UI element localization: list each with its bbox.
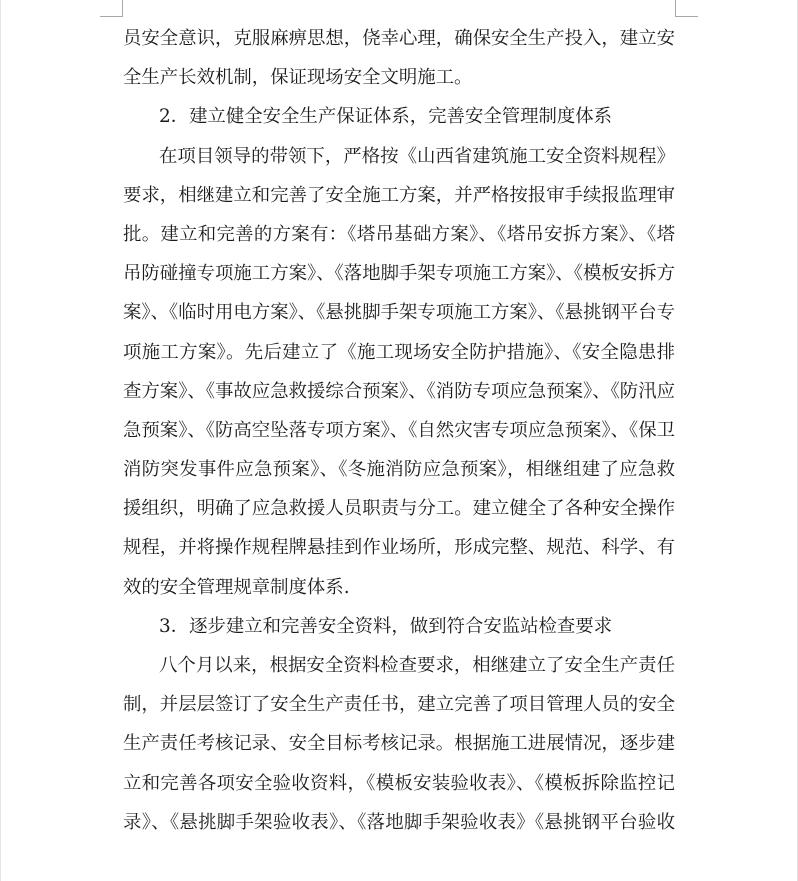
text-line: 制，并层层签订了安全生产责任书，建立完善了项目管理人员的安全 [123,694,675,716]
text-line: 消防突发事件应急预案》、《冬施消防应急预案》，相继组建了应急救 [123,459,675,481]
text-line: 批。建立和完善的方案有：《塔吊基础方案》、《塔吊安拆方案》、《塔 [123,223,675,245]
document-body [123,19,675,842]
text-line: 录》、《悬挑脚手架验收表》、《落地脚手架验收表》《悬挑钢平台验收 [123,811,675,833]
text-line: 规程，并将操作规程牌悬挂到作业场所，形成完整、规范、科学、有 [123,537,675,559]
margin-corner-mark-right [675,0,698,17]
text-line: 吊防碰撞专项施工方案》、《落地脚手架专项施工方案》、《模板安拆方 [123,263,675,285]
margin-corner-mark-left [100,0,123,17]
text-line: 查方案》、《事故应急救援综合预案》、《消防专项应急预案》、《防汛应 [123,380,675,402]
section-heading-3: 3．逐步建立和完善安全资料，做到符合安监站检查要求 [159,615,613,637]
text-line: 急预案》、《防高空坠落专项方案》、《自然灾害专项应急预案》、《保卫 [123,419,675,441]
section-heading-2: 2．建立健全安全生产保证体系，完善安全管理制度体系 [159,106,613,128]
text-line: 全生产长效机制，保证现场安全文明施工。 [123,67,473,89]
text-line: 生产责任考核记录、安全目标考核记录。根据施工进展情况，逐步建 [123,733,675,755]
text-line: 员安全意识，克服麻痹思想，侥幸心理，确保安全生产投入，建立安 [123,28,675,49]
text-line: 效的安全管理规章制度体系. [123,576,350,598]
text-line: 案》、《临时用电方案》、《悬挑脚手架专项施工方案》、《悬挑钢平台专 [123,302,675,324]
page-left-edge [0,0,1,881]
text-line: 项施工方案》。先后建立了《施工现场安全防护措施》、《安全隐患排 [123,341,675,363]
text-line: 立和完善各项安全验收资料，《模板安装验收表》、《模板拆除监控记 [123,772,675,794]
text-line: 八个月以来，根据安全资料检查要求，相继建立了安全生产责任 [159,655,675,676]
text-line: 在项目领导的带领下，严格按《山西省建筑施工安全资料规程》 [159,145,675,167]
text-line: 援组织，明确了应急救援人员职责与分工。建立健全了各种安全操作 [123,498,675,520]
text-line: 要求，相继建立和完善了安全施工方案，并严格按报审手续报监理审 [123,184,675,206]
